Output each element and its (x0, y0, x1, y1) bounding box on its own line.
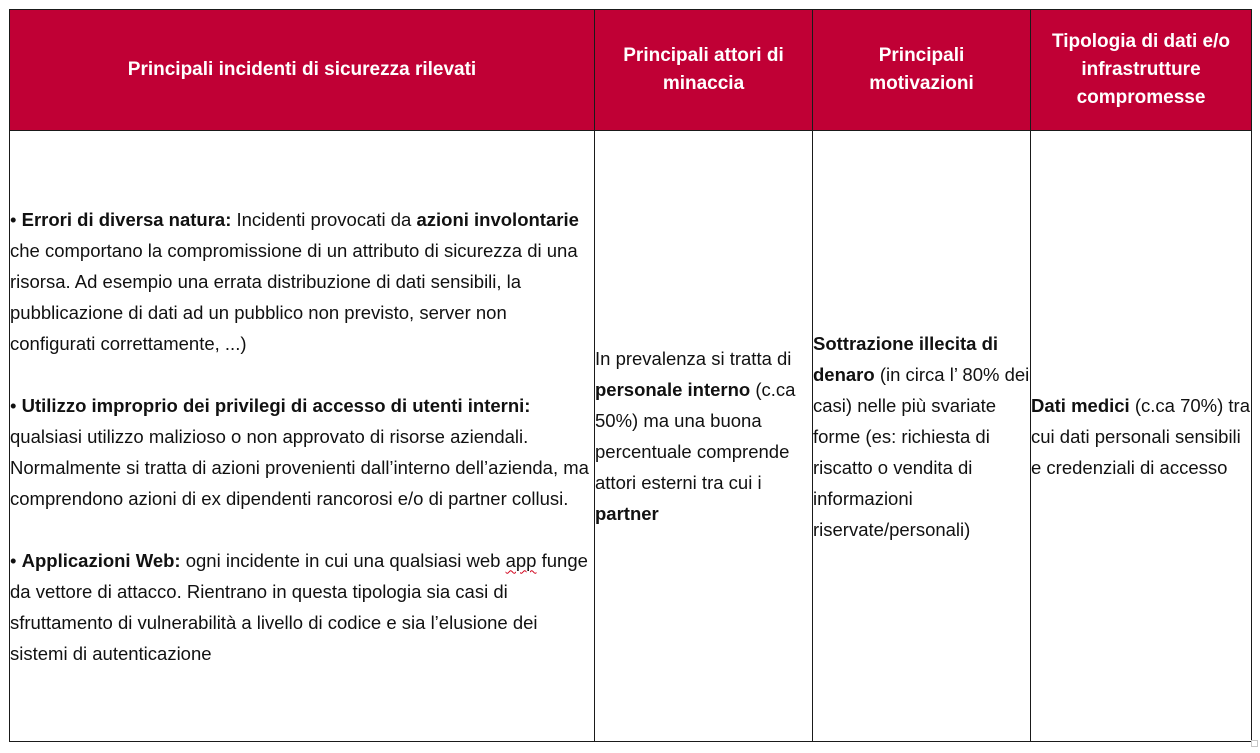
data-types-cell (1031, 131, 1252, 742)
motivations-highlight: Sottrazione illecita di denaro (813, 332, 999, 385)
actors-highlight: partner (595, 503, 659, 524)
actors-text: In prevalenza si tratta di (595, 348, 792, 369)
incident-text: qualsiasi utilizzo malizioso o non approvato di risorse aziendali. Normalmente si tratta di azioni provenienti dall’interno dell’azienda, ma comprendono azioni di ex dipendenti rancorosi e/o di partner collusi. (10, 425, 589, 509)
incident-item-privilege-misuse (10, 390, 594, 514)
incident-text: Incidenti provocati da (231, 208, 417, 230)
header-incidents: Principali incidenti di sicurezza rilevati (10, 10, 595, 131)
incident-text: ogni incidente in cui una qualsiasi web (180, 549, 506, 571)
incident-title: Utilizzo improprio dei privilegi di accesso di utenti interni: (21, 394, 531, 416)
bullet-icon: • (10, 549, 17, 571)
threat-actors-cell (595, 131, 813, 742)
incidents-cell (10, 131, 595, 742)
data-types-text: (c.ca 70%) tra cui dati personali sensibili e credenziali di accesso (1031, 394, 1250, 478)
incident-title: Applicazioni Web: (21, 549, 181, 571)
spellcheck-word: app (505, 549, 537, 571)
motivations-text: (in circa l’ 80% dei casi) nelle più svariate forme (es: richiesta di riscatto o vendita di informazioni riservate/personali) (813, 363, 1030, 540)
header-motivations: Principali motivazioni (813, 10, 1031, 131)
bullet-icon: • (10, 208, 17, 230)
table-row (10, 131, 1252, 742)
header-data-types: Tipologia di dati e/o infrastrutture compromesse (1031, 10, 1252, 131)
incidents-table (9, 9, 1252, 742)
incident-text: che comportano la compromissione di un attributo di sicurezza di una risorsa. Ad esempio una errata distribuzione di dati sensibili, la pubblicazione di dati ad un pubblico non previsto, server non configurati correttamente, ...) (10, 239, 578, 354)
motivations-cell (813, 131, 1031, 742)
incident-text: funge da vettore di attacco. Rientrano in questa tipologia sia casi di sfruttamento di vulnerabilità a livello di codice e sia l’elusione dei sistemi di autenticazione (10, 549, 588, 664)
actors-text: (c.ca 50%) ma una buona percentuale comprende attori esterni tra cui i (595, 379, 796, 493)
corner-marker (1251, 740, 1258, 747)
incident-title: Errori di diversa natura: (21, 208, 232, 230)
incident-highlight: azioni involontarie (416, 208, 579, 230)
incident-item-web-apps (10, 545, 594, 669)
incident-item-errors (10, 204, 594, 359)
actors-highlight: personale interno (595, 379, 751, 400)
header-threat-actors: Principali attori di minaccia (595, 10, 813, 131)
bullet-icon: • (10, 394, 17, 416)
header-row (10, 10, 1252, 131)
data-types-highlight: Dati medici (1031, 394, 1130, 416)
